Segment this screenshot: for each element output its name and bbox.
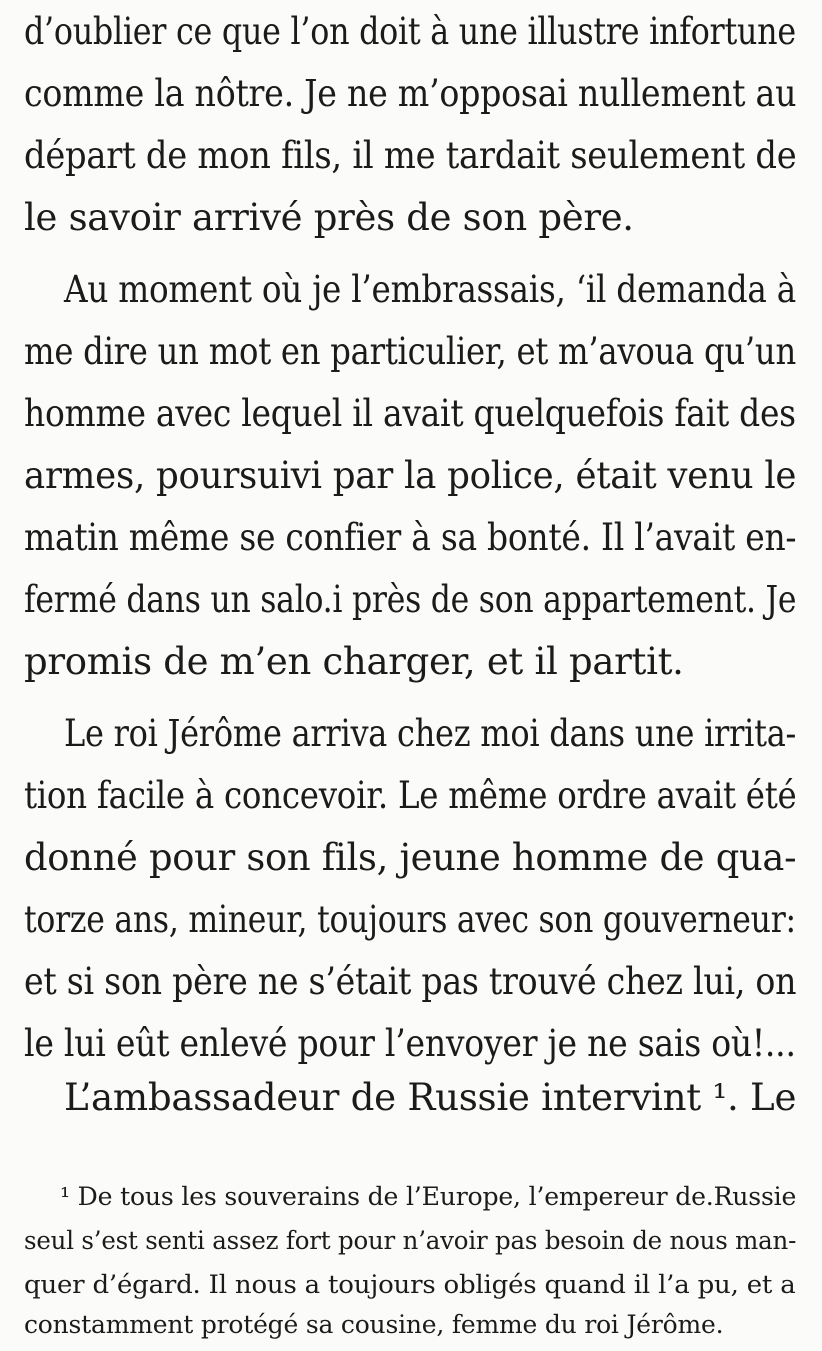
body-line-7: homme avec lequel il avait quelquefois fait des — [24, 392, 796, 435]
body-line-1: d’oublier ce que l’on doit à une illustre infortune — [24, 10, 796, 53]
body-line-18: L’ambassadeur de Russie intervint ¹. Le — [64, 1076, 797, 1119]
body-line-11: promis de m’en charger, et il partit. — [24, 640, 684, 683]
body-line-9: matin même se confier à sa bonté. Il l’avait en- — [24, 516, 797, 559]
body-line-13: tion facile à concevoir. Le même ordre avait été — [24, 774, 797, 817]
footnote-line-4: constamment protégé sa cousine, femme du roi Jérôme. — [24, 1310, 724, 1339]
body-line-2: comme la nôtre. Je ne m’opposai nullement au — [24, 72, 797, 115]
body-line-16: et si son père ne s’était pas trouvé chez lui, on — [24, 960, 797, 1003]
body-line-5: Au moment où je l’embrassais, ‘il demanda à — [64, 268, 796, 311]
body-line-6: me dire un mot en particulier, et m’avoua qu’un — [24, 330, 796, 373]
body-line-14: donné pour son fils, jeune homme de qua- — [24, 836, 797, 879]
body-line-10: fermé dans un salo.i près de son appartement. Je — [24, 578, 797, 621]
footnote-line-1: ¹ De tous les souverains de l’Europe, l’empereur de.Russie — [60, 1182, 797, 1211]
body-line-17: le lui eût enlevé pour l’envoyer je ne sais où!... — [24, 1022, 796, 1065]
body-line-4: le savoir arrivé près de son père. — [24, 196, 634, 239]
body-line-12: Le roi Jérôme arriva chez moi dans une irrita- — [64, 712, 797, 755]
footnote-line-2: seul s’est senti assez fort pour n’avoir pas besoin de nous man- — [24, 1226, 797, 1255]
body-line-8: armes, poursuivi par la police, était venu le — [24, 454, 797, 497]
footnote-line-3: quer d’égard. Il nous a toujours obligés quand il l’a pu, et a — [24, 1270, 796, 1299]
body-line-15: torze ans, mineur, toujours avec son gouverneur: — [24, 898, 796, 941]
body-line-3: départ de mon fils, il me tardait seulement de — [24, 134, 797, 177]
